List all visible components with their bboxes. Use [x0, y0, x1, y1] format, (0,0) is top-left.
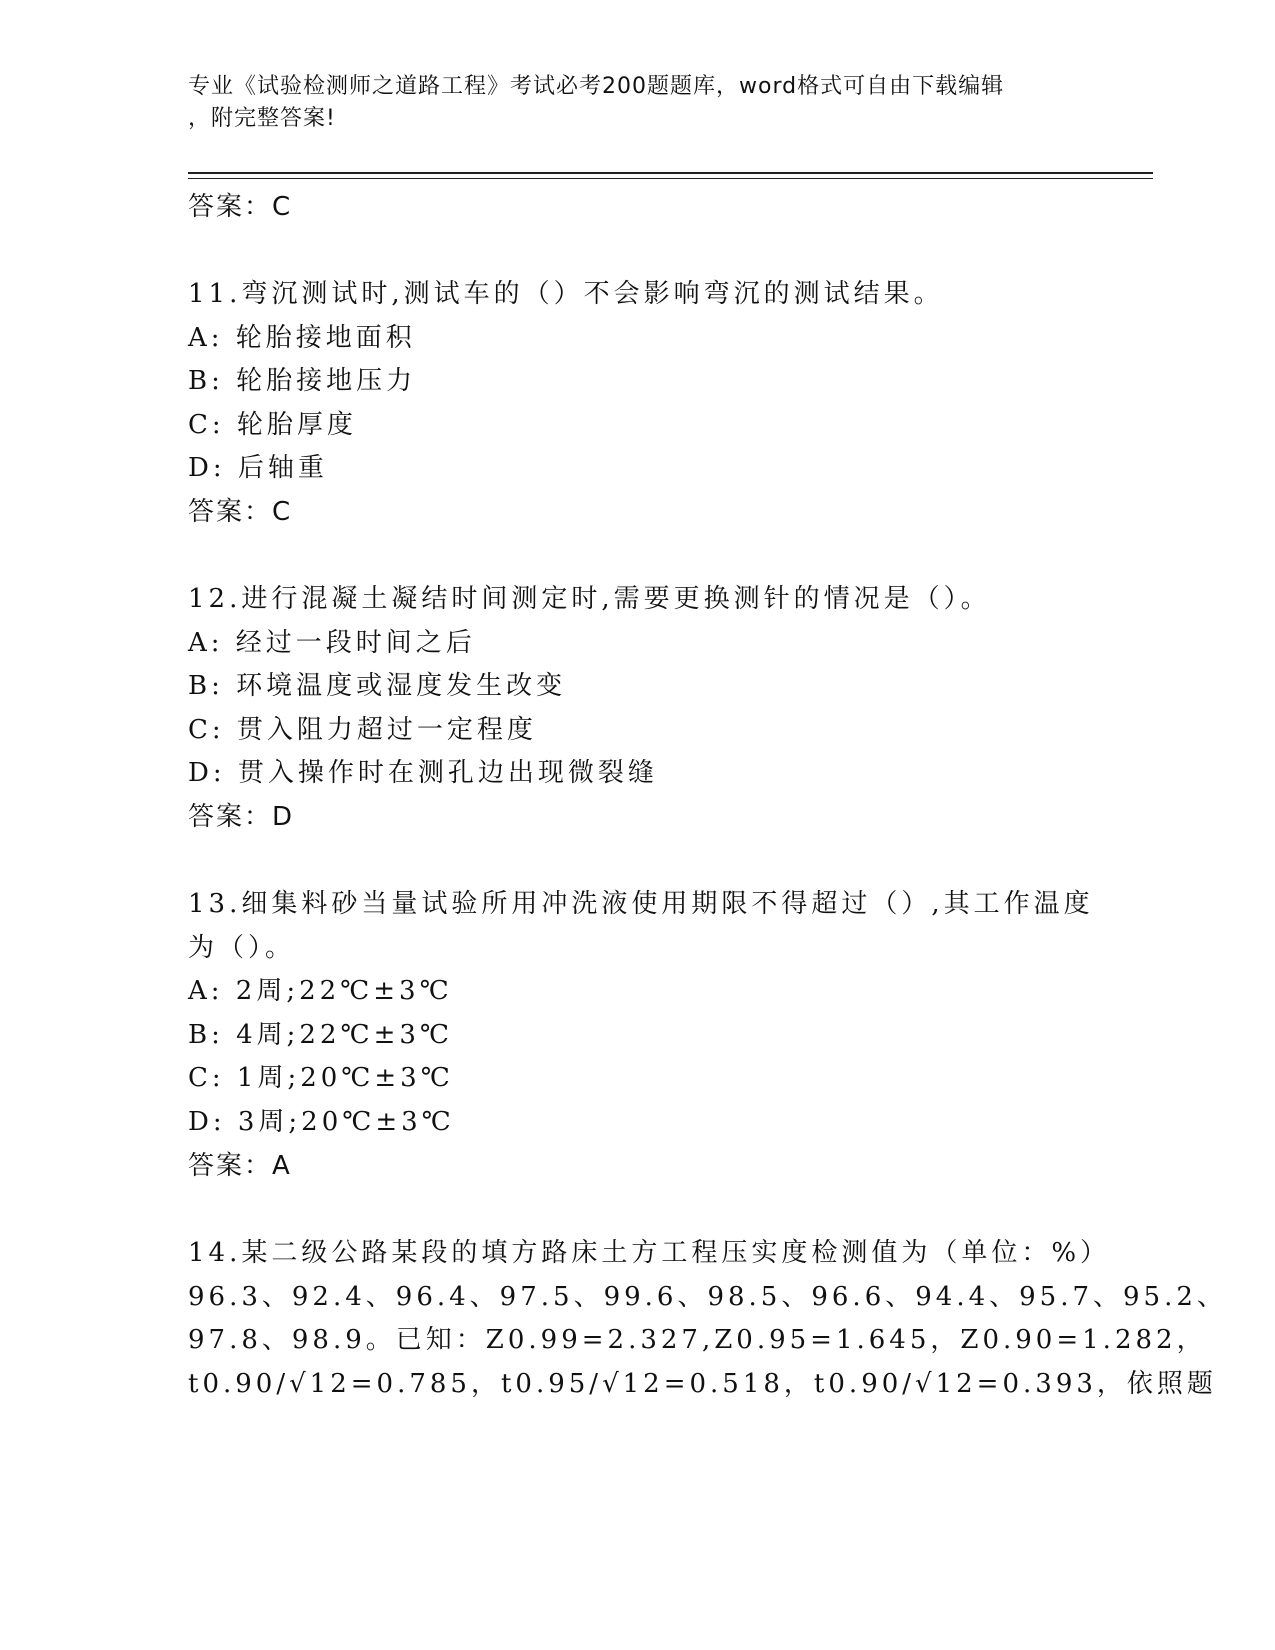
question-12-option-b: B: 环境温度或湿度发生改变	[188, 671, 567, 701]
question-13-option-a: A: 2周;22℃±3℃	[188, 976, 453, 1006]
question-12-answer: 答案：D	[188, 802, 295, 832]
question-14-stem-line-1: 14.某二级公路某段的填方路床土方工程压实度检测值为（单位：%）	[188, 1238, 1111, 1268]
question-14-stem-line-2: 96.3、92.4、96.4、97.5、99.6、98.5、96.6、94.4、95.7、95.2、	[188, 1282, 1227, 1312]
question-12-option-c: C: 贯入阻力超过一定程度	[188, 715, 537, 745]
question-11-stem: 11.弯沉测试时,测试车的（）不会影响弯沉的测试结果。	[188, 279, 944, 309]
question-13-stem-line-1: 13.细集料砂当量试验所用冲洗液使用期限不得超过（）,其工作温度	[188, 889, 1094, 919]
question-13-option-b: B: 4周;22℃±3℃	[188, 1020, 454, 1050]
question-11-option-c: C: 轮胎厚度	[188, 410, 357, 440]
question-11-option-a: A: 轮胎接地面积	[188, 323, 416, 353]
question-13-option-d: D: 3周;20℃±3℃	[188, 1107, 455, 1137]
question-14-stem-line-4: t0.90/√12=0.785，t0.95/√12=0.518，t0.90/√12=0.393，依照题	[188, 1369, 1217, 1399]
header-title-line-2: ，附完整答案!	[188, 106, 336, 131]
answer-previous: 答案：C	[188, 192, 293, 222]
header-title-line-1: 专业《试验检测师之道路工程》考试必考200题题库，word格式可自由下载编辑	[188, 74, 1005, 99]
question-13-option-c: C: 1周;20℃±3℃	[188, 1063, 454, 1093]
question-11-option-b: B: 轮胎接地压力	[188, 366, 417, 396]
question-13-stem-line-2: 为（）。	[188, 933, 296, 963]
question-11-option-d: D: 后轴重	[188, 453, 328, 483]
header-divider	[188, 172, 1153, 179]
question-11-answer: 答案：C	[188, 497, 293, 527]
question-14-stem-line-3: 97.8、98.9。已知：Z0.99=2.327,Z0.95=1.645，Z0.90=1.282，	[188, 1325, 1207, 1355]
question-12-option-a: A: 经过一段时间之后	[188, 628, 476, 658]
question-13-answer: 答案：A	[188, 1151, 292, 1181]
question-12-option-d: D: 贯入操作时在测孔边出现微裂缝	[188, 758, 658, 788]
question-12-stem: 12.进行混凝土凝结时间测定时,需要更换测针的情况是（）。	[188, 584, 991, 614]
